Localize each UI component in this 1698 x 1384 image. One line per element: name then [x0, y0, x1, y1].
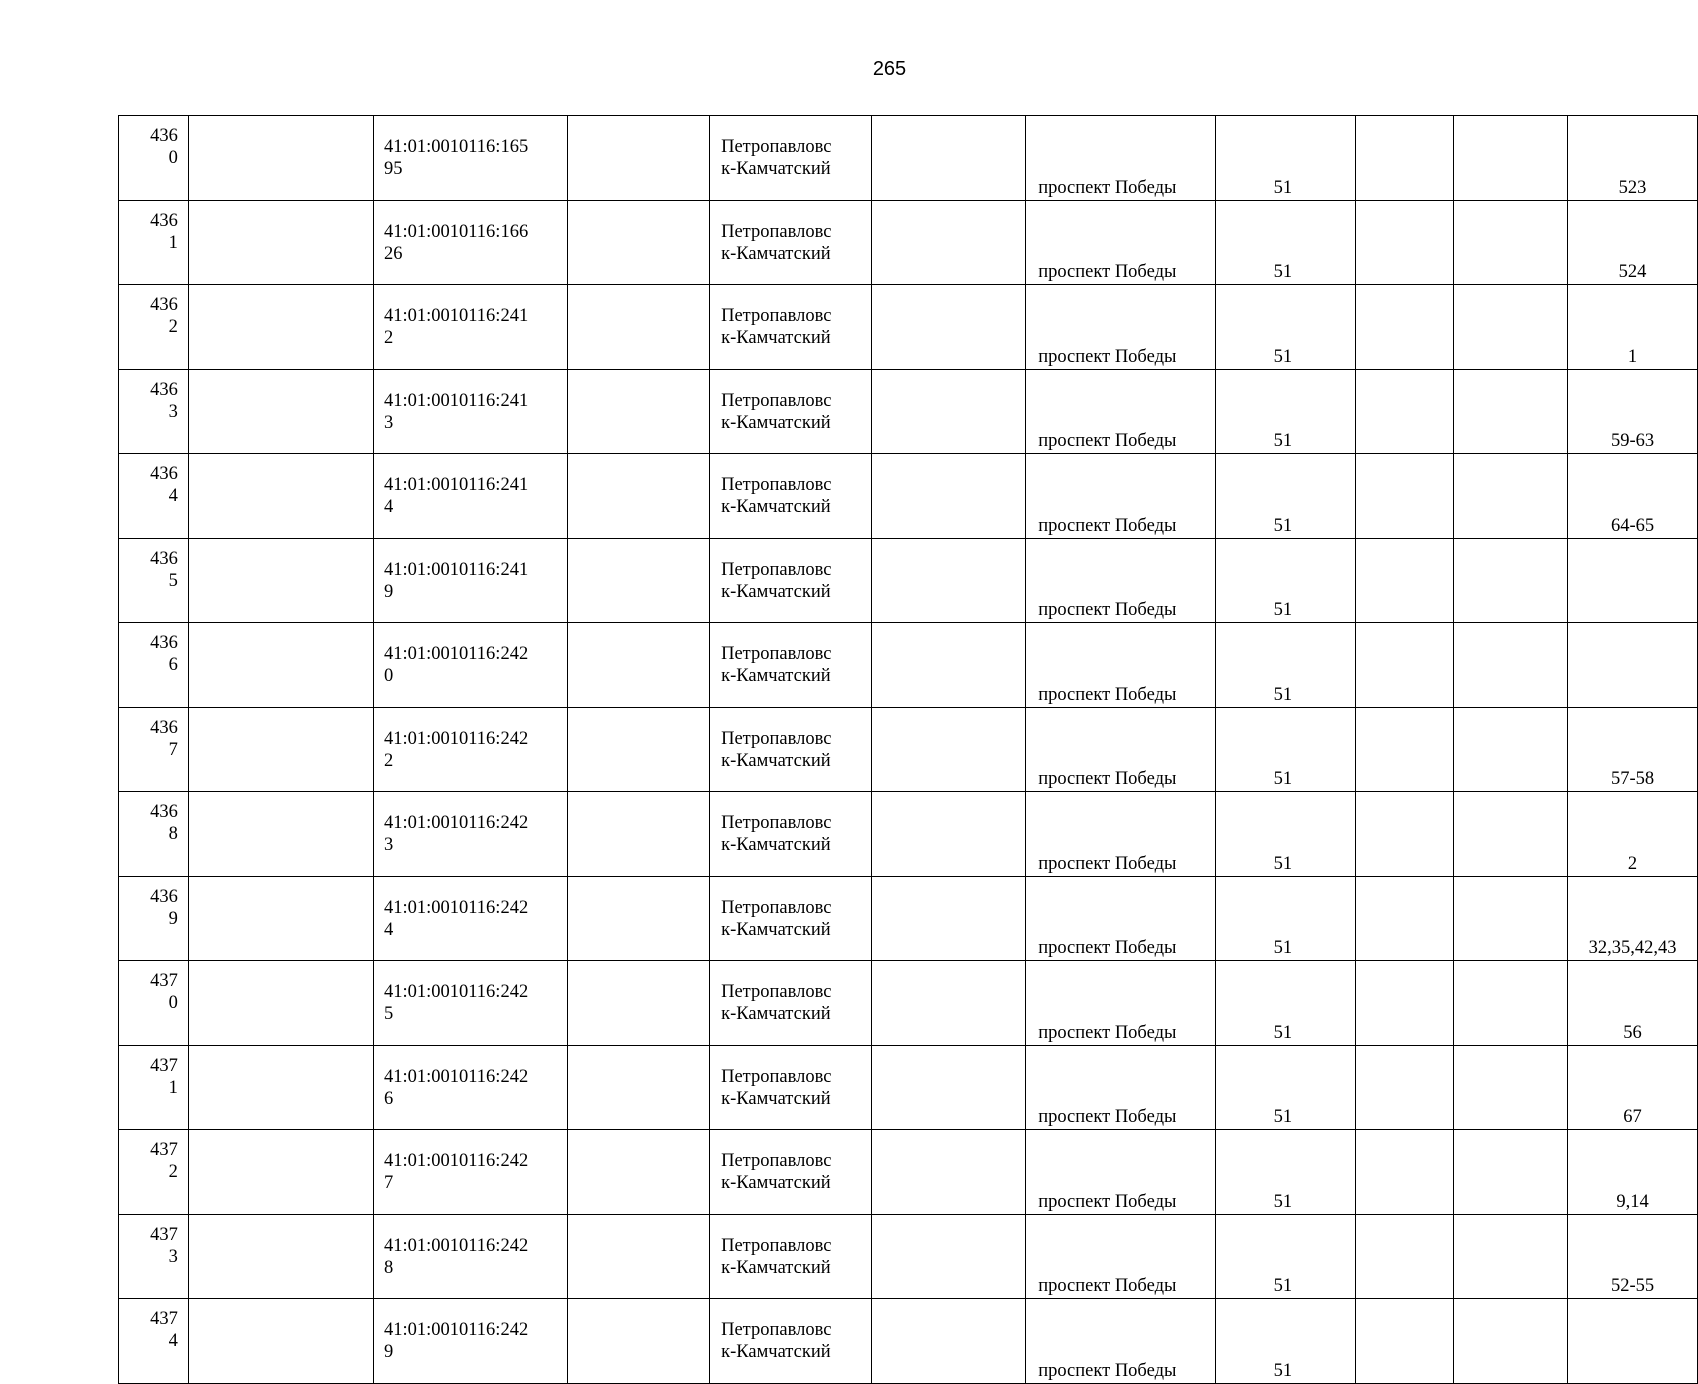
street-cell: проспект Победы: [1026, 792, 1216, 877]
city-line: Петропавловс: [721, 390, 832, 411]
street-cell: проспект Победы: [1026, 876, 1216, 961]
cadastral-number-line: 2: [383, 750, 394, 771]
row-number-cell: [119, 1045, 189, 1130]
table-row: [119, 876, 1698, 961]
row-number-line: 436: [150, 548, 178, 569]
cadastral-number-line: 41:01:0010116:242: [383, 1151, 529, 1171]
empty-cell: [1453, 454, 1567, 539]
empty-cell: [188, 707, 373, 792]
empty-cell: [1453, 707, 1567, 792]
table-row: [119, 200, 1698, 285]
empty-cell: [188, 792, 373, 877]
city-line: к-Камчатский: [721, 750, 831, 771]
empty-cell: [871, 792, 1025, 877]
empty-cell: [871, 200, 1025, 285]
city-line: Петропавловс: [721, 728, 832, 749]
street-cell: проспект Победы: [1026, 369, 1216, 454]
street-cell: проспект Победы: [1026, 707, 1216, 792]
street-cell: проспект Победы: [1026, 1130, 1216, 1215]
apartment-number-cell: [1568, 538, 1698, 623]
empty-cell: [567, 623, 709, 708]
table-row: [119, 454, 1698, 539]
cadastral-number-cell: [373, 454, 567, 539]
empty-cell: [567, 200, 709, 285]
row-number-line: 1: [168, 1077, 178, 1098]
empty-cell: [188, 961, 373, 1046]
city-line: к-Камчатский: [721, 1004, 831, 1024]
cadastral-number-line: 6: [383, 1088, 394, 1109]
table-row: [119, 285, 1698, 370]
city-line: к-Камчатский: [721, 412, 831, 433]
empty-cell: [1356, 792, 1454, 877]
empty-cell: [567, 1299, 709, 1384]
house-number-cell: 51: [1215, 1214, 1355, 1299]
city-line: к-Камчатский: [721, 1257, 831, 1278]
cadastral-number-cell: [373, 623, 567, 708]
apartment-number-cell: 56: [1568, 961, 1698, 1046]
empty-cell: [871, 285, 1025, 370]
cadastral-number-line: 41:01:0010116:242: [383, 1320, 529, 1340]
cadastral-number-line: 3: [383, 835, 394, 855]
row-number-line: 437: [150, 971, 178, 991]
city-cell: [710, 792, 872, 877]
row-number-line: 2: [168, 317, 178, 337]
house-number-cell: 51: [1215, 454, 1355, 539]
row-number-cell: [119, 285, 189, 370]
empty-cell: [1453, 623, 1567, 708]
row-number-line: 7: [168, 739, 178, 760]
cadastral-number-line: 9: [383, 581, 394, 602]
row-number-line: 437: [150, 1055, 178, 1076]
cadastral-number-cell: [373, 1045, 567, 1130]
empty-cell: [567, 116, 709, 201]
row-number-line: 437: [150, 1309, 178, 1329]
street-cell: проспект Победы: [1026, 1045, 1216, 1130]
row-number-line: 436: [150, 717, 178, 738]
city-line: к-Камчатский: [721, 497, 831, 517]
cadastral-number-line: 41:01:0010116:165: [383, 137, 529, 157]
empty-cell: [1356, 1299, 1454, 1384]
table-row: [119, 1214, 1698, 1299]
cadastral-number-line: 41:01:0010116:242: [383, 1235, 529, 1256]
cadastral-number-cell: [373, 707, 567, 792]
city-cell: [710, 200, 872, 285]
cadastral-number-cell: [373, 538, 567, 623]
city-line: Петропавловс: [721, 1066, 832, 1087]
city-cell: [710, 369, 872, 454]
table-row: [119, 792, 1698, 877]
cadastral-number-line: 41:01:0010116:242: [383, 897, 529, 918]
cadastral-number-line: 0: [383, 666, 394, 686]
house-number-cell: 51: [1215, 707, 1355, 792]
house-number-cell: 51: [1215, 116, 1355, 201]
row-number-cell: [119, 623, 189, 708]
apartment-number-cell: 1: [1568, 285, 1698, 370]
row-number-cell: [119, 1299, 189, 1384]
house-number-cell: 51: [1215, 792, 1355, 877]
city-line: Петропавловс: [721, 559, 832, 580]
apartment-number-cell: 59-63: [1568, 369, 1698, 454]
empty-cell: [1453, 200, 1567, 285]
empty-cell: [1453, 369, 1567, 454]
cadastral-number-line: 41:01:0010116:241: [383, 390, 529, 411]
city-line: к-Камчатский: [721, 1173, 831, 1193]
empty-cell: [188, 876, 373, 961]
cadastral-number-cell: [373, 116, 567, 201]
city-line: к-Камчатский: [721, 1088, 831, 1109]
row-number-cell: [119, 116, 189, 201]
house-number-cell: 51: [1215, 1299, 1355, 1384]
cadastral-number-line: 5: [383, 1004, 394, 1024]
row-number-line: 9: [168, 908, 178, 929]
empty-cell: [567, 454, 709, 539]
row-number-cell: [119, 961, 189, 1046]
cadastral-number-line: 4: [383, 497, 394, 517]
empty-cell: [1356, 876, 1454, 961]
apartment-number-cell: [1568, 623, 1698, 708]
empty-cell: [1356, 538, 1454, 623]
apartment-number-cell: 67: [1568, 1045, 1698, 1130]
street-cell: проспект Победы: [1026, 1299, 1216, 1384]
row-number-line: 437: [150, 1140, 178, 1160]
apartment-number-cell: 523: [1568, 116, 1698, 201]
empty-cell: [1453, 1045, 1567, 1130]
cadastral-number-line: 26: [383, 243, 403, 264]
house-number-cell: 51: [1215, 1130, 1355, 1215]
city-cell: [710, 961, 872, 1046]
cadastral-number-cell: [373, 285, 567, 370]
empty-cell: [567, 961, 709, 1046]
row-number-line: 1: [168, 232, 178, 253]
city-cell: [710, 1214, 872, 1299]
row-number-line: 8: [168, 824, 178, 844]
empty-cell: [1453, 1130, 1567, 1215]
empty-cell: [188, 116, 373, 201]
table-row: [119, 1045, 1698, 1130]
cadastral-number-line: 41:01:0010116:242: [383, 728, 529, 749]
house-number-cell: 51: [1215, 1045, 1355, 1130]
city-line: к-Камчатский: [721, 243, 831, 264]
street-cell: проспект Победы: [1026, 623, 1216, 708]
empty-cell: [871, 538, 1025, 623]
empty-cell: [1356, 1214, 1454, 1299]
empty-cell: [567, 1045, 709, 1130]
table-row: [119, 1299, 1698, 1384]
city-line: Петропавловс: [721, 475, 832, 495]
city-cell: [710, 1045, 872, 1130]
city-line: Петропавловс: [721, 306, 832, 326]
empty-cell: [871, 1214, 1025, 1299]
empty-cell: [1356, 454, 1454, 539]
row-number-line: 0: [168, 993, 178, 1013]
cadastral-number-cell: [373, 1299, 567, 1384]
street-cell: проспект Победы: [1026, 1214, 1216, 1299]
house-number-cell: 51: [1215, 961, 1355, 1046]
table-row: [119, 538, 1698, 623]
cadastral-number-line: 7: [383, 1173, 394, 1193]
row-number-line: 3: [168, 401, 178, 422]
empty-cell: [188, 538, 373, 623]
row-number-cell: [119, 792, 189, 877]
row-number-line: 436: [150, 126, 178, 146]
city-line: Петропавловс: [721, 221, 832, 242]
city-line: Петропавловс: [721, 1320, 832, 1340]
row-number-cell: [119, 707, 189, 792]
table-row: [119, 623, 1698, 708]
cadastral-number-line: 41:01:0010116:166: [383, 221, 529, 242]
cadastral-number-line: 41:01:0010116:241: [383, 306, 529, 326]
row-number-line: 3: [168, 1246, 178, 1267]
row-number-line: 4: [168, 1331, 178, 1351]
city-cell: [710, 623, 872, 708]
empty-cell: [1356, 369, 1454, 454]
row-number-line: 437: [150, 1224, 178, 1245]
city-line: к-Камчатский: [721, 835, 831, 855]
city-line: к-Камчатский: [721, 666, 831, 686]
apartment-number-cell: 2: [1568, 792, 1698, 877]
city-cell: [710, 285, 872, 370]
cadastral-number-cell: [373, 792, 567, 877]
cadastral-number-line: 4: [383, 919, 394, 940]
house-number-cell: 51: [1215, 285, 1355, 370]
empty-cell: [1453, 876, 1567, 961]
street-cell: проспект Победы: [1026, 961, 1216, 1046]
city-line: Петропавловс: [721, 813, 832, 833]
empty-cell: [188, 369, 373, 454]
cadastral-number-line: 41:01:0010116:242: [383, 644, 529, 664]
cadastral-number-line: 41:01:0010116:241: [383, 559, 529, 580]
row-number-line: 436: [150, 633, 178, 653]
city-line: Петропавловс: [721, 137, 832, 157]
empty-cell: [871, 876, 1025, 961]
cadastral-number-line: 3: [383, 412, 394, 433]
table-row: [119, 116, 1698, 201]
cadastral-number-line: 41:01:0010116:241: [383, 475, 529, 495]
empty-cell: [567, 1130, 709, 1215]
apartment-number-cell: 9,14: [1568, 1130, 1698, 1215]
apartment-number-cell: 52-55: [1568, 1214, 1698, 1299]
row-number-line: 2: [168, 1162, 178, 1182]
cadastral-number-cell: [373, 369, 567, 454]
city-cell: [710, 116, 872, 201]
city-line: к-Камчатский: [721, 581, 831, 602]
cadastral-number-line: 41:01:0010116:242: [383, 982, 529, 1002]
city-cell: [710, 538, 872, 623]
empty-cell: [1356, 285, 1454, 370]
page-number: 265: [872, 58, 907, 80]
row-number-line: 0: [168, 148, 178, 168]
empty-cell: [871, 707, 1025, 792]
empty-cell: [567, 369, 709, 454]
row-number-line: 436: [150, 464, 178, 484]
house-number-cell: 51: [1215, 369, 1355, 454]
empty-cell: [1356, 116, 1454, 201]
empty-cell: [1356, 623, 1454, 708]
apartment-number-cell: 32,35,42,43: [1568, 876, 1698, 961]
row-number-line: 436: [150, 210, 178, 231]
empty-cell: [1453, 1299, 1567, 1384]
empty-cell: [871, 116, 1025, 201]
city-line: Петропавловс: [721, 644, 832, 664]
row-number-line: 4: [168, 486, 178, 506]
empty-cell: [188, 623, 373, 708]
empty-cell: [1356, 961, 1454, 1046]
house-number-cell: 51: [1215, 876, 1355, 961]
empty-cell: [567, 876, 709, 961]
city-line: к-Камчатский: [721, 159, 831, 179]
empty-cell: [1356, 200, 1454, 285]
row-number-line: 436: [150, 295, 178, 315]
cadastral-number-cell: [373, 961, 567, 1046]
city-line: Петропавловс: [721, 1151, 832, 1171]
empty-cell: [188, 1214, 373, 1299]
city-line: Петропавловс: [721, 982, 832, 1002]
house-number-cell: 51: [1215, 623, 1355, 708]
apartment-number-cell: 524: [1568, 200, 1698, 285]
cadastral-number-cell: [373, 876, 567, 961]
city-cell: [710, 1130, 872, 1215]
empty-cell: [1453, 116, 1567, 201]
city-cell: [710, 454, 872, 539]
empty-cell: [188, 1130, 373, 1215]
empty-cell: [1356, 1045, 1454, 1130]
row-number-cell: [119, 876, 189, 961]
empty-cell: [871, 1130, 1025, 1215]
cadastral-number-cell: [373, 1130, 567, 1215]
street-cell: проспект Победы: [1026, 285, 1216, 370]
row-number-cell: [119, 538, 189, 623]
empty-cell: [1356, 1130, 1454, 1215]
empty-cell: [871, 369, 1025, 454]
city-cell: [710, 876, 872, 961]
cadastral-number-cell: [373, 200, 567, 285]
empty-cell: [188, 1045, 373, 1130]
row-number-cell: [119, 1130, 189, 1215]
empty-cell: [188, 1299, 373, 1384]
empty-cell: [1356, 707, 1454, 792]
row-number-line: 436: [150, 379, 178, 400]
empty-cell: [567, 707, 709, 792]
row-number-line: 5: [168, 570, 178, 591]
cadastral-number-line: 8: [383, 1257, 394, 1278]
empty-cell: [1453, 961, 1567, 1046]
cadastral-number-line: 95: [383, 159, 403, 179]
cadastral-number-line: 41:01:0010116:242: [383, 813, 529, 833]
cadastral-number-line: 41:01:0010116:242: [383, 1066, 529, 1087]
empty-cell: [188, 200, 373, 285]
city-line: к-Камчатский: [721, 919, 831, 940]
row-number-line: 6: [168, 655, 178, 675]
table-row: [119, 1130, 1698, 1215]
row-number-cell: [119, 200, 189, 285]
street-cell: проспект Победы: [1026, 454, 1216, 539]
empty-cell: [871, 961, 1025, 1046]
house-number-cell: 51: [1215, 200, 1355, 285]
row-number-cell: [119, 454, 189, 539]
empty-cell: [1453, 538, 1567, 623]
row-number-cell: [119, 1214, 189, 1299]
city-line: к-Камчатский: [721, 1342, 831, 1362]
empty-cell: [567, 285, 709, 370]
city-line: к-Камчатский: [721, 328, 831, 348]
empty-cell: [1453, 285, 1567, 370]
row-number-line: 436: [150, 802, 178, 822]
apartment-number-cell: 64-65: [1568, 454, 1698, 539]
empty-cell: [871, 1045, 1025, 1130]
table-row: [119, 369, 1698, 454]
empty-cell: [1453, 1214, 1567, 1299]
table-row: [119, 707, 1698, 792]
empty-cell: [188, 454, 373, 539]
empty-cell: [871, 454, 1025, 539]
table-row: [119, 961, 1698, 1046]
row-number-cell: [119, 369, 189, 454]
apartment-number-cell: 57-58: [1568, 707, 1698, 792]
city-cell: [710, 1299, 872, 1384]
house-number-cell: 51: [1215, 538, 1355, 623]
row-number-line: 436: [150, 886, 178, 907]
empty-cell: [567, 1214, 709, 1299]
empty-cell: [871, 1299, 1025, 1384]
empty-cell: [567, 792, 709, 877]
cadastral-number-cell: [373, 1214, 567, 1299]
cadastral-number-line: 2: [383, 328, 394, 348]
city-cell: [710, 707, 872, 792]
registry-table: [118, 115, 1698, 1384]
city-line: Петропавловс: [721, 1235, 832, 1256]
apartment-number-cell: [1568, 1299, 1698, 1384]
empty-cell: [1453, 792, 1567, 877]
street-cell: проспект Победы: [1026, 200, 1216, 285]
street-cell: проспект Победы: [1026, 116, 1216, 201]
empty-cell: [871, 623, 1025, 708]
city-line: Петропавловс: [721, 897, 832, 918]
street-cell: проспект Победы: [1026, 538, 1216, 623]
empty-cell: [188, 285, 373, 370]
cadastral-number-line: 9: [383, 1342, 394, 1362]
registry-table-body: [119, 116, 1698, 1384]
empty-cell: [567, 538, 709, 623]
